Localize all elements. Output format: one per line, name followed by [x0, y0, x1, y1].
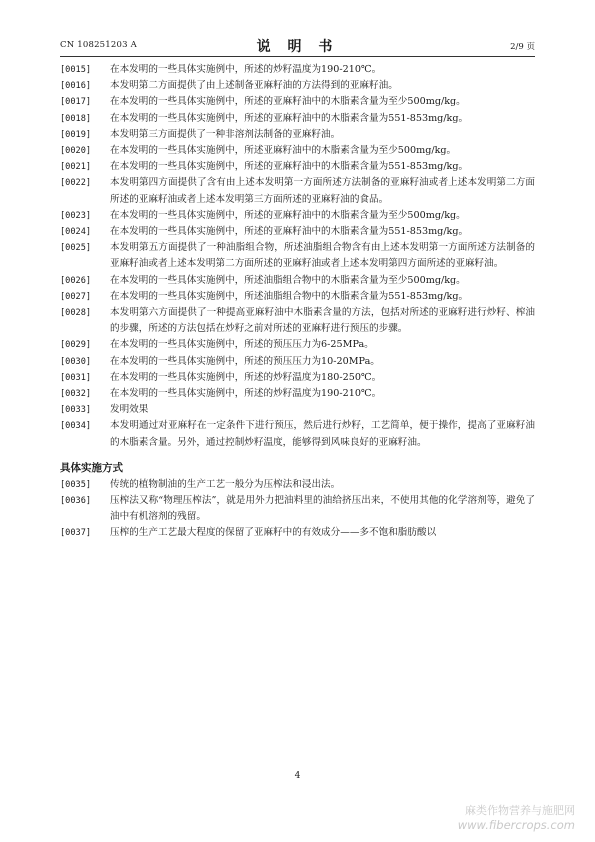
- paragraph-text: 本发明第四方面提供了含有由上述本发明第一方面所述方法制备的亚麻籽油或者上述本发明第二方面所述的亚麻籽油或者上述本发明第三方面所述的亚麻籽油的食品。: [110, 177, 535, 205]
- paragraph: [60, 159, 535, 175]
- paragraph-number: [0020]: [60, 146, 92, 157]
- paragraph-number: [0024]: [60, 227, 92, 238]
- paragraph-text: 传统的植物制油的生产工艺一般分为压榨法和浸出法。: [110, 478, 341, 490]
- paragraph-number: [0031]: [60, 372, 92, 383]
- paragraph-text: 在本发明的一些具体实施例中，所述的亚麻籽油中的木脂素含量为551-853mg/kg。: [110, 226, 469, 238]
- paragraph-number: [0035]: [60, 479, 92, 490]
- paragraph-number: [0026]: [60, 275, 92, 286]
- paragraph-text: 在本发明的一些具体实施例中，所述油脂组合物中的木脂素含量为551-853mg/kg。: [110, 290, 469, 302]
- paragraph-text: 本发明第三方面提供了一种非溶剂法制备的亚麻籽油。: [110, 128, 341, 140]
- paragraph: [60, 273, 535, 289]
- paragraph-number: [0036]: [60, 496, 92, 507]
- paragraph-number: [0033]: [60, 405, 92, 416]
- paragraph-text: 在本发明的一些具体实施例中，所述的亚麻籽油中的木脂素含量为至少500mg/kg。: [110, 209, 466, 221]
- paragraph: [60, 240, 535, 272]
- paragraph: [60, 370, 535, 386]
- paragraph-number: [0032]: [60, 389, 92, 400]
- paragraph: [60, 78, 535, 94]
- watermark-url: www.fibercrops.com: [457, 818, 575, 832]
- paragraph-text: 本发明第二方面提供了由上述制备亚麻籽油的方法得到的亚麻籽油。: [110, 80, 398, 92]
- paragraph-number: [0017]: [60, 97, 92, 108]
- paragraph-text: 压榨法又称“物理压榨法”，就是用外力把油料里的油给挤压出来，不使用其他的化学溶剂等，避免了油中有机溶剂的残留。: [110, 495, 535, 523]
- paragraph-text: 本发明第五方面提供了一种油脂组合物，所述油脂组合物含有由上述本发明第一方面所述方法制备的亚麻籽油或者上述本发明第二方面所述的亚麻籽油或者上述本发明第四方面所述的亚麻籽油。: [110, 242, 535, 270]
- paragraph: [60, 224, 535, 240]
- paragraph-number: [0015]: [60, 65, 92, 75]
- header-rule: [60, 56, 535, 57]
- watermark: [458, 804, 575, 832]
- document-title: 说 明 书: [256, 39, 339, 55]
- paragraph-number: [0019]: [60, 129, 92, 140]
- paragraph-number: [0028]: [60, 308, 92, 319]
- paragraph-number: [0023]: [60, 210, 92, 221]
- paragraph-text: 发明效果: [110, 404, 149, 416]
- document-body: [60, 62, 535, 542]
- paragraph: [60, 94, 535, 110]
- paragraph-text: 在本发明的一些具体实施例中，所述的亚麻籽油中的木脂素含量为551-853mg/kg。: [110, 112, 469, 124]
- paragraph-number: [0021]: [60, 162, 92, 173]
- paragraph-text: 在本发明的一些具体实施例中，所述油脂组合物中的木脂素含量为至少500mg/kg。: [110, 274, 466, 286]
- paragraph-number: [0030]: [60, 356, 92, 367]
- document-number: CN 108251203 A: [60, 40, 137, 50]
- paragraph-number: [0025]: [60, 243, 92, 254]
- page-number: 4: [294, 771, 301, 781]
- paragraph-number: [0027]: [60, 291, 92, 302]
- paragraph-text: 在本发明的一些具体实施例中，所述的亚麻籽油中的木脂素含量为至少500mg/kg。: [110, 96, 466, 108]
- paragraph-text: 压榨的生产工艺最大程度的保留了亚麻籽中的有效成分——多不饱和脂肪酸以: [110, 527, 437, 539]
- paragraph-text: 在本发明的一些具体实施例中，所述的炒籽温度为180-250℃。: [110, 371, 382, 383]
- paragraph-text: 在本发明的一些具体实施例中，所述的炒籽温度为190-210℃。: [110, 388, 382, 400]
- paragraph: [60, 402, 535, 418]
- paragraph: [60, 208, 535, 224]
- paragraph: [60, 418, 535, 450]
- paragraph-text: 在本发明的一些具体实施例中，所述的炒籽温度为190-210℃。: [110, 64, 382, 75]
- paragraph-number: [0034]: [60, 421, 92, 432]
- paragraph: [60, 111, 535, 127]
- watermark-name: 麻类作物营养与施肥网: [465, 804, 575, 817]
- paragraph: [60, 477, 535, 493]
- paragraph: [60, 354, 535, 370]
- paragraph: [60, 525, 535, 541]
- paragraph-text: 在本发明的一些具体实施例中，所述的预压压力为10-20MPa。: [110, 355, 380, 367]
- paragraph-number: [0037]: [60, 528, 92, 539]
- paragraph-text: 本发明通过对亚麻籽在一定条件下进行预压，然后进行炒籽，工艺简单，便于操作，提高了亚麻籽油的木脂素含量。另外，通过控制炒籽温度，能够得到风味良好的亚麻籽油。: [110, 420, 535, 448]
- paragraph-text: 在本发明的一些具体实施例中，所述亚麻籽油中的木脂素含量为至少500mg/kg。: [110, 145, 457, 157]
- paragraph: [60, 386, 535, 402]
- page-header: [60, 36, 535, 54]
- paragraph: [60, 337, 535, 353]
- description-paragraphs: [60, 62, 535, 451]
- paragraph: [60, 175, 535, 207]
- paragraph-number: [0029]: [60, 340, 92, 351]
- paragraph-number: [0022]: [60, 178, 92, 189]
- paragraph-number: [0018]: [60, 113, 92, 124]
- paragraph-number: [0016]: [60, 81, 92, 92]
- paragraph: [60, 493, 535, 525]
- paragraph: [60, 62, 535, 78]
- paragraph-text: 在本发明的一些具体实施例中，所述的亚麻籽油中的木脂素含量为551-853mg/kg。: [110, 161, 469, 173]
- paragraph-text: 在本发明的一些具体实施例中，所述的预压压力为6-25MPa。: [110, 339, 374, 351]
- section-title: 具体实施方式: [60, 461, 123, 474]
- paragraph-text: 本发明第六方面提供了一种提高亚麻籽油中木脂素含量的方法，包括对所述的亚麻籽进行炒籽、榨油的步骤，所述的方法包括在炒籽之前对所述的亚麻籽进行预压的步骤。: [110, 307, 535, 335]
- paragraph: [60, 289, 535, 305]
- page-info: 2/9 页: [510, 42, 535, 52]
- paragraph: [60, 305, 535, 337]
- paragraph: [60, 127, 535, 143]
- paragraph: [60, 143, 535, 159]
- embodiment-paragraphs: [60, 477, 535, 542]
